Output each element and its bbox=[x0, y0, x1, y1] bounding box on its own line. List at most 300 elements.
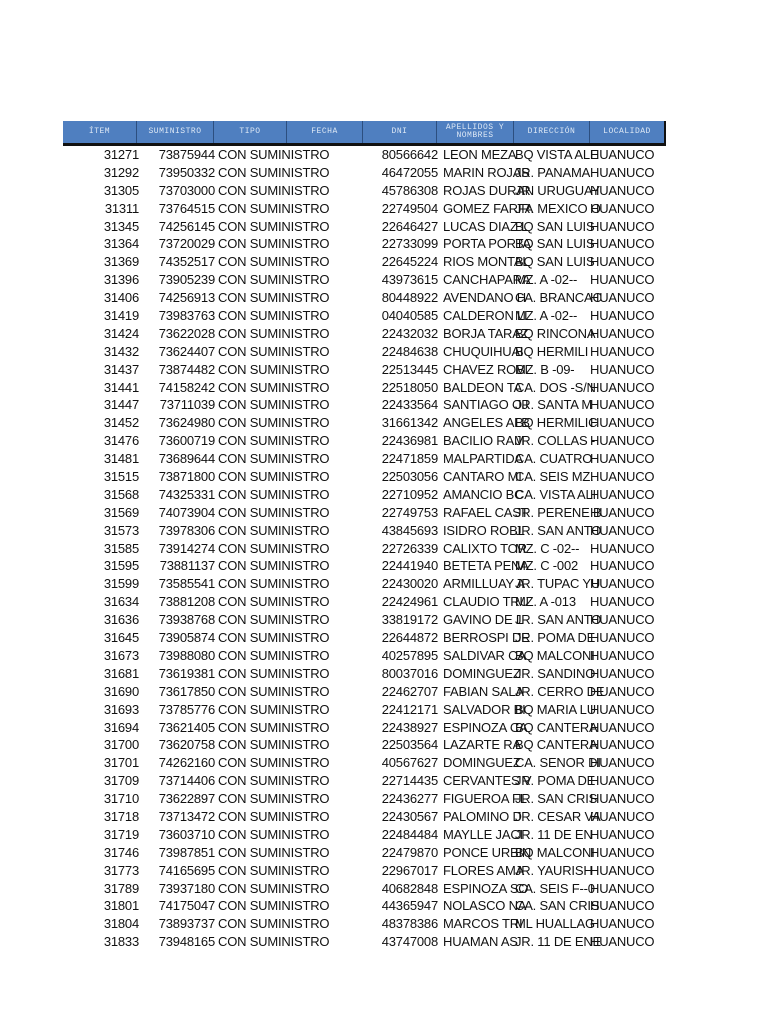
tipo-cell[interactable]: CON SUMINISTRO bbox=[218, 898, 330, 914]
apellidos-cell[interactable]: BETETA PENA bbox=[443, 558, 529, 574]
tipo-cell[interactable]: CON SUMINISTRO bbox=[218, 630, 330, 646]
direccion-cell[interactable]: JR. CERRO DE bbox=[515, 683, 605, 699]
dni-cell[interactable]: 48378386 bbox=[381, 916, 438, 932]
suministro-cell[interactable]: 73905239 bbox=[158, 272, 215, 288]
item-cell[interactable]: 31634 bbox=[103, 594, 139, 610]
tipo-cell[interactable]: CON SUMINISTRO bbox=[218, 361, 330, 377]
dni-cell[interactable]: 22430020 bbox=[381, 576, 438, 592]
apellidos-cell[interactable]: BERROSPI DE bbox=[443, 630, 530, 646]
direccion-cell[interactable]: JR. SAN ANTO bbox=[515, 612, 602, 628]
item-cell[interactable]: 31789 bbox=[103, 880, 139, 896]
direccion-cell[interactable]: CA. BRANCAC bbox=[515, 290, 602, 306]
tipo-cell[interactable]: CON SUMINISTRO bbox=[218, 182, 330, 198]
dni-cell[interactable]: 22749504 bbox=[381, 200, 438, 216]
apellidos-cell[interactable]: FABIAN SALA bbox=[443, 683, 524, 699]
item-cell[interactable]: 31773 bbox=[103, 862, 139, 878]
suministro-cell[interactable]: 74073904 bbox=[158, 504, 215, 520]
suministro-cell[interactable]: 73785776 bbox=[158, 701, 215, 717]
localidad-cell[interactable]: HUANUCO bbox=[590, 630, 655, 646]
suministro-cell[interactable]: 73622028 bbox=[158, 325, 215, 341]
direccion-cell[interactable]: BQ CANTERA bbox=[515, 737, 598, 753]
localidad-cell[interactable]: HUANUCO bbox=[590, 862, 655, 878]
tipo-cell[interactable]: CON SUMINISTRO bbox=[218, 934, 330, 950]
item-cell[interactable]: 31437 bbox=[103, 361, 139, 377]
apellidos-cell[interactable]: GOMEZ FARFA bbox=[443, 200, 534, 216]
direccion-cell[interactable]: MZ. B -09- bbox=[515, 361, 575, 377]
direccion-cell[interactable]: BQ VISTA ALE bbox=[515, 147, 599, 162]
apellidos-cell[interactable]: ANGELES ALB bbox=[443, 415, 530, 431]
item-cell[interactable]: 31719 bbox=[103, 826, 139, 842]
tipo-cell[interactable]: CON SUMINISTRO bbox=[218, 594, 330, 610]
suministro-cell[interactable]: 73978306 bbox=[158, 522, 215, 538]
direccion-cell[interactable]: JR. TUPAC YU bbox=[515, 576, 601, 592]
dni-cell[interactable]: 22733099 bbox=[381, 236, 438, 252]
dni-cell[interactable]: 22436277 bbox=[381, 791, 438, 807]
direccion-cell[interactable]: JR. SANDINO bbox=[515, 665, 596, 681]
localidad-cell[interactable]: HUANUCO bbox=[590, 290, 655, 306]
dni-cell[interactable]: 31661342 bbox=[381, 415, 438, 431]
suministro-cell[interactable]: 73881137 bbox=[159, 558, 215, 574]
item-cell[interactable]: 31573 bbox=[103, 522, 139, 538]
dni-cell[interactable]: 22479870 bbox=[381, 844, 438, 860]
tipo-cell[interactable]: CON SUMINISTRO bbox=[218, 880, 330, 896]
direccion-cell[interactable]: BQ SAN LUIS bbox=[515, 218, 595, 234]
suministro-cell[interactable]: 73619381 bbox=[158, 665, 215, 681]
apellidos-cell[interactable]: CLAUDIO TRU bbox=[443, 594, 529, 610]
suministro-cell[interactable]: 74256145 bbox=[158, 218, 215, 234]
direccion-cell[interactable]: BQ HERMILIC bbox=[515, 415, 598, 431]
dni-cell[interactable]: 22432032 bbox=[381, 325, 438, 341]
localidad-cell[interactable]: HUANUCO bbox=[590, 164, 655, 180]
item-cell[interactable]: 31599 bbox=[103, 576, 139, 592]
dni-cell[interactable]: 22646427 bbox=[381, 218, 438, 234]
apellidos-cell[interactable]: ESPINOZA SO bbox=[443, 880, 529, 896]
apellidos-cell[interactable]: PALOMINO D bbox=[443, 808, 522, 824]
item-cell[interactable]: 31515 bbox=[103, 469, 139, 485]
suministro-cell[interactable]: 73714406 bbox=[158, 773, 215, 789]
dni-cell[interactable]: 43973615 bbox=[381, 272, 438, 288]
item-cell[interactable]: 31673 bbox=[103, 647, 139, 663]
localidad-cell[interactable]: HUANUCO bbox=[590, 540, 655, 556]
direccion-cell[interactable]: CA. VISTA ALI bbox=[515, 486, 596, 502]
item-cell[interactable]: 31693 bbox=[103, 701, 139, 717]
direccion-cell[interactable]: MZ. A -013 bbox=[515, 594, 576, 610]
direccion-cell[interactable]: CA. SENOR DI bbox=[515, 755, 601, 771]
apellidos-cell[interactable]: FLORES AMA bbox=[443, 862, 525, 878]
suministro-cell[interactable]: 73617850 bbox=[158, 683, 215, 699]
dni-cell[interactable]: 22645224 bbox=[381, 254, 438, 270]
dni-cell[interactable]: 22436981 bbox=[381, 433, 438, 449]
apellidos-cell[interactable]: PONCE URBIN bbox=[443, 844, 532, 860]
dni-cell[interactable]: 40257895 bbox=[381, 647, 438, 663]
dni-cell[interactable]: 22484484 bbox=[381, 826, 438, 842]
dni-cell[interactable]: 44365947 bbox=[381, 898, 438, 914]
dni-cell[interactable]: 45786308 bbox=[381, 182, 438, 198]
dni-cell[interactable]: 22518050 bbox=[381, 379, 438, 395]
suministro-cell[interactable]: 74352517 bbox=[158, 254, 215, 270]
tipo-cell[interactable]: CON SUMINISTRO bbox=[218, 522, 330, 538]
suministro-cell[interactable]: 73905874 bbox=[158, 630, 215, 646]
dni-cell[interactable]: 22503564 bbox=[381, 737, 438, 753]
direccion-cell[interactable]: CA. SEIS MZ. bbox=[515, 469, 594, 485]
direccion-cell[interactable]: BQ SAN LUIS bbox=[515, 236, 595, 252]
tipo-cell[interactable]: CON SUMINISTRO bbox=[218, 218, 330, 234]
suministro-cell[interactable]: 73703000 bbox=[158, 182, 215, 198]
dni-cell[interactable]: 04040585 bbox=[381, 308, 438, 324]
localidad-cell[interactable]: HUANUCO bbox=[590, 683, 655, 699]
direccion-cell[interactable]: JR. SAN ANTO bbox=[515, 522, 602, 538]
localidad-cell[interactable]: HUANUCO bbox=[590, 361, 655, 377]
dni-cell[interactable]: 22644872 bbox=[381, 630, 438, 646]
direccion-cell[interactable]: JR. 11 DE EN bbox=[515, 826, 593, 842]
tipo-cell[interactable]: CON SUMINISTRO bbox=[218, 200, 330, 216]
direccion-cell[interactable]: MZ. A -02-- bbox=[515, 308, 578, 324]
apellidos-cell[interactable]: CHAVEZ ROBI bbox=[443, 361, 528, 377]
dni-cell[interactable]: 22462707 bbox=[381, 683, 438, 699]
item-cell[interactable]: 31700 bbox=[103, 737, 139, 753]
localidad-cell[interactable]: HUANUCO bbox=[590, 433, 655, 449]
dni-cell[interactable]: 43747008 bbox=[381, 934, 438, 950]
direccion-cell[interactable]: CA. DOS -S/N bbox=[515, 379, 596, 395]
tipo-cell[interactable]: CON SUMINISTRO bbox=[218, 862, 330, 878]
localidad-cell[interactable]: HUANUCO bbox=[590, 755, 655, 771]
apellidos-cell[interactable]: RIOS MONTAL bbox=[443, 254, 530, 270]
item-cell[interactable]: 31292 bbox=[103, 164, 139, 180]
direccion-cell[interactable]: MZ. A -02-- bbox=[515, 272, 578, 288]
tipo-cell[interactable]: CON SUMINISTRO bbox=[218, 504, 330, 520]
localidad-cell[interactable]: HUANUCO bbox=[590, 647, 655, 663]
direccion-cell[interactable]: MZ. C -002 bbox=[515, 558, 579, 574]
item-cell[interactable]: 31406 bbox=[103, 290, 139, 306]
item-cell[interactable]: 31694 bbox=[103, 719, 139, 735]
header-direccion[interactable]: DIRECCIÓN bbox=[514, 121, 590, 143]
item-cell[interactable]: 31568 bbox=[103, 486, 139, 502]
localidad-cell[interactable]: HUANUCO bbox=[590, 844, 655, 860]
tipo-cell[interactable]: CON SUMINISTRO bbox=[218, 683, 330, 699]
dni-cell[interactable]: 22714435 bbox=[381, 773, 438, 789]
direccion-cell[interactable]: BQ MALCONI bbox=[515, 844, 595, 860]
localidad-cell[interactable]: HUANUCO bbox=[590, 934, 655, 950]
tipo-cell[interactable]: CON SUMINISTRO bbox=[218, 308, 330, 324]
suministro-cell[interactable]: 73620758 bbox=[158, 737, 215, 753]
apellidos-cell[interactable]: CERVANTES V bbox=[443, 773, 532, 789]
tipo-cell[interactable]: CON SUMINISTRO bbox=[218, 808, 330, 824]
item-cell[interactable]: 31833 bbox=[103, 934, 139, 950]
dni-cell[interactable]: 43845693 bbox=[381, 522, 438, 538]
item-cell[interactable]: 31701 bbox=[103, 755, 139, 771]
apellidos-cell[interactable]: AMANCIO BC bbox=[443, 486, 524, 502]
dni-cell[interactable]: 46472055 bbox=[381, 164, 438, 180]
suministro-cell[interactable]: 74256913 bbox=[158, 290, 215, 306]
tipo-cell[interactable]: CON SUMINISTRO bbox=[218, 540, 330, 556]
apellidos-cell[interactable]: RAFAEL CAST bbox=[443, 504, 529, 520]
apellidos-cell[interactable]: BALDEON TA bbox=[443, 379, 523, 395]
localidad-cell[interactable]: HUANUCO bbox=[590, 558, 655, 574]
localidad-cell[interactable]: HUANUCO bbox=[590, 808, 655, 824]
localidad-cell[interactable]: HUANUCO bbox=[590, 218, 655, 234]
localidad-cell[interactable]: HUANUCO bbox=[590, 916, 655, 932]
suministro-cell[interactable]: 73988080 bbox=[158, 647, 215, 663]
tipo-cell[interactable]: CON SUMINISTRO bbox=[218, 469, 330, 485]
item-cell[interactable]: 31305 bbox=[103, 182, 139, 198]
localidad-cell[interactable]: HUANUCO bbox=[590, 254, 655, 270]
suministro-cell[interactable]: 73948165 bbox=[158, 934, 215, 950]
suministro-cell[interactable]: 73624980 bbox=[158, 415, 215, 431]
tipo-cell[interactable]: CON SUMINISTRO bbox=[218, 290, 330, 306]
apellidos-cell[interactable]: CALIXTO TOR bbox=[443, 540, 527, 556]
direccion-cell[interactable]: MZ. C -02-- bbox=[515, 540, 580, 556]
suministro-cell[interactable]: 73600719 bbox=[158, 433, 215, 449]
suministro-cell[interactable]: 73711039 bbox=[159, 397, 215, 413]
localidad-cell[interactable]: HUANUCO bbox=[590, 182, 655, 198]
header-apellidos[interactable]: APELLIDOS Y NOMBRES bbox=[437, 121, 514, 143]
suministro-cell[interactable]: 74175047 bbox=[158, 898, 215, 914]
item-cell[interactable]: 31481 bbox=[103, 451, 139, 467]
suministro-cell[interactable]: 73585541 bbox=[158, 576, 215, 592]
header-suministro[interactable]: SUMINISTRO bbox=[137, 121, 214, 143]
localidad-cell[interactable]: HUANUCO bbox=[590, 415, 655, 431]
suministro-cell[interactable]: 73938768 bbox=[158, 612, 215, 628]
tipo-cell[interactable]: CON SUMINISTRO bbox=[218, 379, 330, 395]
localidad-cell[interactable]: HUANUCO bbox=[590, 612, 655, 628]
direccion-cell[interactable]: CA. CUATRO bbox=[515, 451, 593, 467]
localidad-cell[interactable]: HUANUCO bbox=[590, 880, 655, 896]
direccion-cell[interactable]: CA. SEIS F--0 bbox=[515, 880, 595, 896]
apellidos-cell[interactable]: DOMINGUEZ bbox=[443, 665, 521, 681]
suministro-cell[interactable]: 74262160 bbox=[158, 755, 215, 771]
apellidos-cell[interactable]: LAZARTE RA bbox=[443, 737, 521, 753]
tipo-cell[interactable]: CON SUMINISTRO bbox=[218, 433, 330, 449]
direccion-cell[interactable]: ML HUALLAG bbox=[515, 916, 595, 932]
apellidos-cell[interactable]: CANCHAPARA bbox=[443, 272, 531, 288]
item-cell[interactable]: 31569 bbox=[103, 504, 139, 520]
direccion-cell[interactable]: JR. 11 DE ENE bbox=[515, 934, 602, 950]
apellidos-cell[interactable]: SANTIAGO OJ bbox=[443, 397, 529, 413]
dni-cell[interactable]: 22484638 bbox=[381, 343, 438, 359]
apellidos-cell[interactable]: ISIDRO ROBL bbox=[443, 522, 525, 538]
localidad-cell[interactable]: HUANUCO bbox=[590, 343, 655, 359]
tipo-cell[interactable]: CON SUMINISTRO bbox=[218, 737, 330, 753]
suministro-cell[interactable]: 73937180 bbox=[158, 880, 215, 896]
apellidos-cell[interactable]: BACILIO RAM bbox=[443, 433, 525, 449]
dni-cell[interactable]: 80448922 bbox=[381, 290, 438, 306]
direccion-cell[interactable]: CA. SAN CRIS bbox=[515, 898, 600, 914]
tipo-cell[interactable]: CON SUMINISTRO bbox=[218, 164, 330, 180]
localidad-cell[interactable]: HUANUCO bbox=[590, 379, 655, 395]
localidad-cell[interactable]: HUANUCO bbox=[590, 594, 655, 610]
tipo-cell[interactable]: CON SUMINISTRO bbox=[218, 147, 330, 162]
direccion-cell[interactable]: BQ HERMILI bbox=[515, 343, 589, 359]
localidad-cell[interactable]: HUANUCO bbox=[590, 737, 655, 753]
suministro-cell[interactable]: 73987851 bbox=[158, 844, 215, 860]
direccion-cell[interactable]: JR. URUGUAY bbox=[515, 182, 600, 198]
dni-cell[interactable]: 22726339 bbox=[381, 540, 438, 556]
direccion-cell[interactable]: JR. CESAR VA bbox=[515, 808, 601, 824]
localidad-cell[interactable]: HUANUCO bbox=[590, 701, 655, 717]
item-cell[interactable]: 31710 bbox=[103, 791, 139, 807]
suministro-cell[interactable]: 73893737 bbox=[158, 916, 215, 932]
apellidos-cell[interactable]: DOMINGUEZ bbox=[443, 755, 521, 771]
suministro-cell[interactable]: 73621405 bbox=[158, 719, 215, 735]
tipo-cell[interactable]: CON SUMINISTRO bbox=[218, 844, 330, 860]
dni-cell[interactable]: 22471859 bbox=[381, 451, 438, 467]
localidad-cell[interactable]: HUANUCO bbox=[590, 325, 655, 341]
item-cell[interactable]: 31476 bbox=[103, 433, 139, 449]
tipo-cell[interactable]: CON SUMINISTRO bbox=[218, 325, 330, 341]
apellidos-cell[interactable]: FIGUEROA FL bbox=[443, 791, 527, 807]
item-cell[interactable]: 31396 bbox=[103, 272, 139, 288]
dni-cell[interactable]: 22513445 bbox=[381, 361, 438, 377]
suministro-cell[interactable]: 73713472 bbox=[158, 808, 215, 824]
tipo-cell[interactable]: CON SUMINISTRO bbox=[218, 647, 330, 663]
direccion-cell[interactable]: JR. YAURISH bbox=[515, 862, 593, 878]
tipo-cell[interactable]: CON SUMINISTRO bbox=[218, 916, 330, 932]
suministro-cell[interactable]: 73871800 bbox=[158, 469, 215, 485]
localidad-cell[interactable]: HUANUCO bbox=[590, 308, 655, 324]
item-cell[interactable]: 31801 bbox=[103, 898, 139, 914]
localidad-cell[interactable]: HUANUCO bbox=[590, 719, 655, 735]
tipo-cell[interactable]: CON SUMINISTRO bbox=[218, 558, 330, 574]
apellidos-cell[interactable]: CHUQUIHUAI bbox=[443, 343, 524, 359]
apellidos-cell[interactable]: MALPARTIDA bbox=[443, 451, 523, 467]
dni-cell[interactable]: 22710952 bbox=[381, 486, 438, 502]
item-cell[interactable]: 31345 bbox=[103, 218, 139, 234]
localidad-cell[interactable]: HUANUCO bbox=[590, 236, 655, 252]
apellidos-cell[interactable]: CANTARO MI bbox=[443, 469, 522, 485]
dni-cell[interactable]: 22433564 bbox=[381, 397, 438, 413]
tipo-cell[interactable]: CON SUMINISTRO bbox=[218, 701, 330, 717]
suministro-cell[interactable]: 73689644 bbox=[158, 451, 215, 467]
header-localidad[interactable]: LOCALIDAD bbox=[590, 121, 666, 143]
suministro-cell[interactable]: 73764515 bbox=[158, 200, 215, 216]
item-cell[interactable]: 31311 bbox=[104, 200, 139, 216]
dni-cell[interactable]: 22441940 bbox=[381, 558, 438, 574]
item-cell[interactable]: 31364 bbox=[103, 236, 139, 252]
item-cell[interactable]: 31424 bbox=[103, 325, 139, 341]
header-tipo[interactable]: TIPO bbox=[214, 121, 287, 143]
apellidos-cell[interactable]: AVENDANO H bbox=[443, 290, 526, 306]
apellidos-cell[interactable]: MARIN ROJAS bbox=[443, 164, 530, 180]
suministro-cell[interactable]: 73720029 bbox=[158, 236, 215, 252]
suministro-cell[interactable]: 73950332 bbox=[158, 164, 215, 180]
dni-cell[interactable]: 22424961 bbox=[381, 594, 438, 610]
tipo-cell[interactable]: CON SUMINISTRO bbox=[218, 576, 330, 592]
item-cell[interactable]: 31709 bbox=[103, 773, 139, 789]
direccion-cell[interactable]: JR. SAN CRIS bbox=[515, 791, 598, 807]
suministro-cell[interactable]: 73983763 bbox=[158, 308, 215, 324]
suministro-cell[interactable]: 73881208 bbox=[158, 594, 215, 610]
header-dni[interactable]: DNI bbox=[363, 121, 437, 143]
tipo-cell[interactable]: CON SUMINISTRO bbox=[218, 612, 330, 628]
localidad-cell[interactable]: HUANUCO bbox=[590, 147, 655, 162]
suministro-cell[interactable]: 73603710 bbox=[158, 826, 215, 842]
direccion-cell[interactable]: BQ MALCONI bbox=[515, 647, 595, 663]
apellidos-cell[interactable]: NOLASCO NA bbox=[443, 898, 527, 914]
direccion-cell[interactable]: JR. POMA DE bbox=[515, 773, 596, 789]
dni-cell[interactable]: 80566642 bbox=[381, 147, 438, 162]
item-cell[interactable]: 31746 bbox=[103, 844, 139, 860]
dni-cell[interactable]: 40567627 bbox=[381, 755, 438, 771]
apellidos-cell[interactable]: CALDERON LL bbox=[443, 308, 532, 324]
suministro-cell[interactable]: 73624407 bbox=[158, 343, 215, 359]
localidad-cell[interactable]: HUANUCO bbox=[590, 522, 655, 538]
item-cell[interactable]: 31636 bbox=[103, 612, 139, 628]
item-cell[interactable]: 31419 bbox=[103, 308, 139, 324]
apellidos-cell[interactable]: GAVINO DE L bbox=[443, 612, 523, 628]
tipo-cell[interactable]: CON SUMINISTRO bbox=[218, 343, 330, 359]
item-cell[interactable]: 31369 bbox=[103, 254, 139, 270]
localidad-cell[interactable]: HUANUCO bbox=[590, 451, 655, 467]
localidad-cell[interactable]: HUANUCO bbox=[590, 469, 655, 485]
header-fecha[interactable]: FECHA bbox=[287, 121, 363, 143]
localidad-cell[interactable]: HUANUCO bbox=[590, 898, 655, 914]
dni-cell[interactable]: 22430567 bbox=[381, 808, 438, 824]
suministro-cell[interactable]: 74325331 bbox=[158, 486, 215, 502]
item-cell[interactable]: 31585 bbox=[103, 540, 139, 556]
localidad-cell[interactable]: HUANUCO bbox=[590, 826, 655, 842]
dni-cell[interactable]: 33819172 bbox=[381, 612, 438, 628]
apellidos-cell[interactable]: ESPINOZA CA bbox=[443, 719, 528, 735]
apellidos-cell[interactable]: ARMILLUAY A bbox=[443, 576, 525, 592]
localidad-cell[interactable]: HUANUCO bbox=[590, 397, 655, 413]
apellidos-cell[interactable]: SALDIVAR CA bbox=[443, 647, 526, 663]
tipo-cell[interactable]: CON SUMINISTRO bbox=[218, 773, 330, 789]
suministro-cell[interactable]: 73622897 bbox=[158, 791, 215, 807]
apellidos-cell[interactable]: MARCOS TRI bbox=[443, 916, 523, 932]
direccion-cell[interactable]: JR. MEXICO O bbox=[515, 200, 601, 216]
tipo-cell[interactable]: CON SUMINISTRO bbox=[218, 719, 330, 735]
dni-cell[interactable]: 40682848 bbox=[381, 880, 438, 896]
item-cell[interactable]: 31432 bbox=[103, 343, 139, 359]
suministro-cell[interactable]: 73875944 bbox=[158, 147, 215, 162]
item-cell[interactable]: 31645 bbox=[103, 630, 139, 646]
suministro-cell[interactable]: 73874482 bbox=[158, 361, 215, 377]
tipo-cell[interactable]: CON SUMINISTRO bbox=[218, 755, 330, 771]
direccion-cell[interactable]: BQ SAN LUIS bbox=[515, 254, 595, 270]
apellidos-cell[interactable]: SALVADOR BI bbox=[443, 701, 526, 717]
tipo-cell[interactable]: CON SUMINISTRO bbox=[218, 397, 330, 413]
item-cell[interactable]: 31690 bbox=[103, 683, 139, 699]
suministro-cell[interactable]: 74165695 bbox=[158, 862, 215, 878]
tipo-cell[interactable]: CON SUMINISTRO bbox=[218, 791, 330, 807]
localidad-cell[interactable]: HUANUCO bbox=[590, 504, 655, 520]
direccion-cell[interactable]: BQ CANTERA bbox=[515, 719, 598, 735]
direccion-cell[interactable]: JR. COLLAS - bbox=[515, 433, 595, 449]
tipo-cell[interactable]: CON SUMINISTRO bbox=[218, 236, 330, 252]
localidad-cell[interactable]: HUANUCO bbox=[590, 200, 655, 216]
tipo-cell[interactable]: CON SUMINISTRO bbox=[218, 451, 330, 467]
tipo-cell[interactable]: CON SUMINISTRO bbox=[218, 826, 330, 842]
apellidos-cell[interactable]: BORJA TARAZ bbox=[443, 325, 529, 341]
apellidos-cell[interactable]: LEON MEZA bbox=[443, 147, 517, 162]
tipo-cell[interactable]: CON SUMINISTRO bbox=[218, 665, 330, 681]
dni-cell[interactable]: 22412171 bbox=[381, 701, 438, 717]
dni-cell[interactable]: 80037016 bbox=[381, 665, 438, 681]
apellidos-cell[interactable]: ROJAS DURAN bbox=[443, 182, 534, 198]
tipo-cell[interactable]: CON SUMINISTRO bbox=[218, 272, 330, 288]
apellidos-cell[interactable]: HUAMAN AS bbox=[443, 934, 518, 950]
direccion-cell[interactable]: JR. PERENE B bbox=[515, 504, 602, 520]
tipo-cell[interactable]: CON SUMINISTRO bbox=[218, 254, 330, 270]
tipo-cell[interactable]: CON SUMINISTRO bbox=[218, 486, 330, 502]
item-cell[interactable]: 31441 bbox=[103, 379, 139, 395]
direccion-cell[interactable]: JR. SANTA M bbox=[515, 397, 593, 413]
dni-cell[interactable]: 22967017 bbox=[381, 862, 438, 878]
localidad-cell[interactable]: HUANUCO bbox=[590, 576, 655, 592]
dni-cell[interactable]: 22438927 bbox=[381, 719, 438, 735]
direccion-cell[interactable]: BQ RINCONA bbox=[515, 325, 596, 341]
item-cell[interactable]: 31804 bbox=[103, 916, 139, 932]
